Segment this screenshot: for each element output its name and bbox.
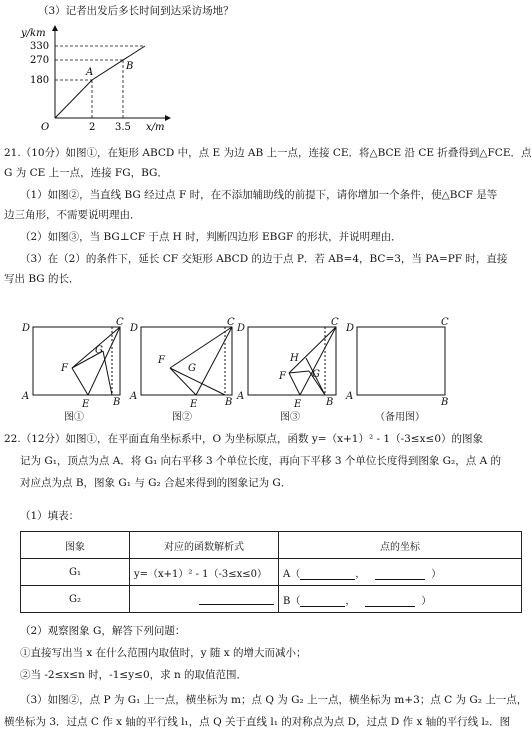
- row2-graph-name: G₂: [21, 586, 130, 613]
- fig3-label-c: C: [331, 317, 339, 328]
- fig1-label-b: B: [113, 397, 121, 408]
- y-tick-330: 330: [30, 41, 50, 52]
- y-tick-180: 180: [30, 75, 50, 86]
- fig3-label-e: E: [294, 399, 302, 410]
- header-formula: 对应的函数解析式: [130, 532, 279, 559]
- y-axis-label: y/km: [21, 28, 46, 39]
- q20-part3-text: （3）记者出发后多长时间到达采访场地？: [38, 5, 234, 17]
- fig2-label-c: C: [227, 317, 235, 328]
- q21-part1-line1: （1）如图②，当直线 BG 经过点 F 时，在不添加辅助线的前提下，请你增加一个条件，使△BCF 是等: [20, 189, 498, 201]
- q22-part3-line1: （3）如图②，点 P 为 G₁ 上一点，横坐标为 m；点 Q 为 G₂ 上一点，横坐标为 m+3；点 C 为 G₂ 上一点，: [20, 694, 528, 706]
- q22-stem-line3: 对应点为点 B，图象 G₁ 与 G₂ 合起来得到的图象记为 G．: [20, 477, 292, 489]
- figure-2: [129, 317, 235, 410]
- y-tick-270: 270: [30, 55, 50, 66]
- origin-label: O: [41, 122, 50, 133]
- fig1-label-a: A: [22, 391, 30, 402]
- fig3-label-g: G: [312, 369, 320, 380]
- fig3-label-b: B: [326, 397, 334, 408]
- fig3-label-h: H: [290, 353, 299, 364]
- q22-part2-ii: ②当 -2≤x≤n 时，-1≤y≤0，求 n 的取值范围．: [20, 669, 248, 681]
- row1-blank-y[interactable]: [375, 568, 425, 580]
- header-graph: 图象: [21, 532, 130, 559]
- q20-distance-time-graph: [0, 18, 200, 136]
- row1-comma: ，: [355, 568, 366, 580]
- q22-stem-line1: 22.（12分）如图①，在平面直角坐标系中，O 为坐标原点，函数 y=（x+1）² - 1（-3≤x≤0）的图象: [4, 433, 484, 445]
- q21-figures: [0, 313, 531, 425]
- row2-blank-x[interactable]: [300, 595, 345, 607]
- point-b-label: B: [126, 61, 134, 72]
- caption-figure-1: 图①: [64, 412, 84, 423]
- row1-coordinate: [279, 559, 522, 586]
- fig2-label-d: D: [130, 323, 139, 334]
- figure-1: [21, 317, 124, 410]
- x-tick-3-5: 3.5: [115, 122, 131, 133]
- q22-fill-table: [20, 531, 522, 613]
- q21-stem-line2: G 为 CE 上一点，连接 FG，BG．: [4, 167, 168, 179]
- q22-part2-i: ①直接写出当 x 在什么范围内取值时，y 随 x 的增大而减小；: [20, 647, 307, 659]
- q22-stem-line2: 记为 G₁，顶点为点 A．将 G₁ 向右平移 3 个单位长度，再向下平移 3 个单位长度得到图象 G₂，点 A 的: [20, 455, 502, 467]
- fig2-label-g: G: [188, 363, 196, 374]
- fig1-label-g: G: [95, 345, 103, 356]
- row2-formula: [130, 586, 279, 613]
- fig1-label-e: E: [82, 399, 90, 410]
- fig1-label-c: C: [116, 317, 124, 328]
- fig2-label-e: E: [190, 399, 198, 410]
- fig3-label-a: A: [237, 391, 245, 402]
- caption-figure-spare: （备用图）: [375, 412, 425, 423]
- fig2-label-f: F: [158, 355, 165, 366]
- fig3-label-d: D: [237, 323, 246, 334]
- caption-figure-2: 图②: [172, 412, 192, 423]
- row2-blank-formula[interactable]: [199, 593, 274, 605]
- row1-graph-name: G₁: [21, 559, 130, 586]
- spare-label-d: D: [346, 323, 355, 334]
- table-row: [21, 559, 522, 586]
- row2-coord-prefix: B（: [283, 595, 301, 607]
- figure-3: [236, 317, 339, 410]
- q21-part3-line2: 写出 BG 的长．: [4, 273, 80, 285]
- fig1-label-d: D: [22, 323, 31, 334]
- table-row: [21, 586, 522, 613]
- row2-blank-y[interactable]: [365, 595, 415, 607]
- q22-part1: （1）填表：: [20, 510, 80, 522]
- figure-spare: [345, 317, 449, 408]
- x-tick-2: 2: [89, 122, 96, 133]
- q21-stem-line1: 21.（10分）如图①，在矩形 ABCD 中，点 E 为边 AB 上一点，连接 CE．将△BCE 沿 CE 折叠得到△FCE．点: [4, 147, 531, 159]
- x-axis-label: x/m: [146, 122, 165, 133]
- row1-coord-prefix: A（: [283, 568, 301, 580]
- row2-coordinate: [279, 586, 522, 613]
- spare-label-b: B: [441, 397, 449, 408]
- row2-comma: ，: [345, 595, 356, 607]
- fig2-label-b: B: [225, 397, 233, 408]
- q22-part2: （2）观察图象 G，解答下列问题：: [20, 625, 186, 637]
- caption-figure-3: 图③: [280, 412, 300, 423]
- table-header-row: [21, 532, 522, 559]
- fig3-label-f: F: [279, 371, 286, 382]
- q22-part3-line2: 横坐标为 3．过点 C 作 x 轴的平行线 l₁，点 Q 关于直线 l₁ 的对称点为点 D，过点 D 作 x 轴的平行线 l₂．图: [4, 716, 511, 728]
- q21-part2: （2）如图③，当 BG⊥CF 于点 H 时，判断四边形 EBGF 的形状，并说明理由．: [20, 231, 402, 243]
- row1-formula: y=（x+1）² - 1（-3≤x≤0）: [130, 559, 279, 586]
- spare-label-c: C: [441, 317, 449, 328]
- fig2-label-a: A: [130, 391, 138, 402]
- header-coordinates: 点的坐标: [279, 532, 522, 559]
- fig1-label-f: F: [61, 363, 68, 374]
- q21-part1-line2: 边三角形，不需要说明理由．: [4, 209, 141, 221]
- spare-label-a: A: [346, 391, 354, 402]
- q21-part3-line1: （3）在（2）的条件下，延长 CF 交矩形 ABCD 的边于点 P．若 AB=4，BC=3，当 PA=PF 时，直接: [20, 253, 508, 265]
- point-a-label: A: [86, 67, 94, 78]
- row1-close: ）: [431, 568, 442, 580]
- row2-close: ）: [421, 595, 432, 607]
- row1-blank-x[interactable]: [300, 568, 355, 580]
